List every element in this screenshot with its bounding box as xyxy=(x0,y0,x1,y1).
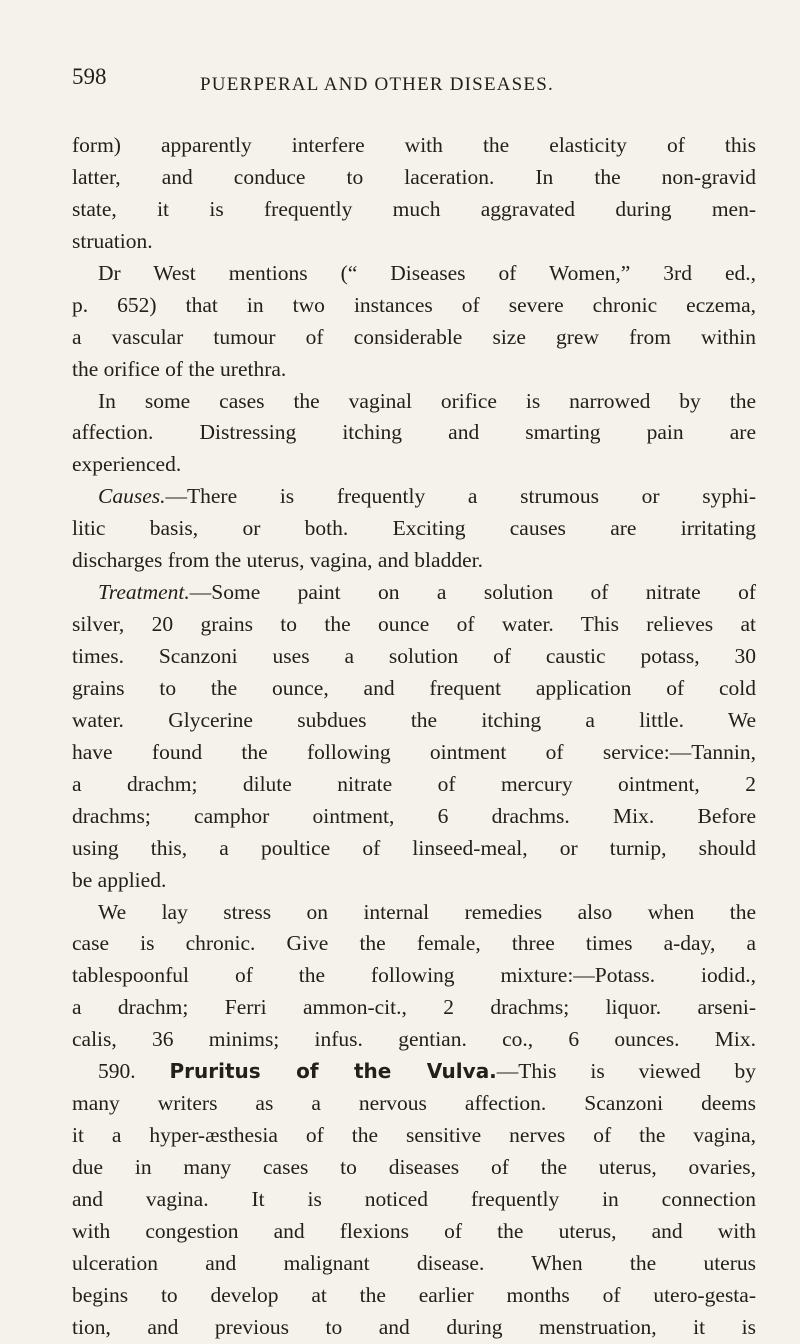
running-title: PUERPERAL AND OTHER DISEASES. xyxy=(200,74,554,95)
text-line: due in many cases to diseases of the uterus, ovaries, xyxy=(72,1155,756,1179)
section-number: 590. xyxy=(98,1059,136,1084)
text-line: form) apparently interfere with the elasticity of this xyxy=(72,133,756,157)
text-line: grains to the ounce, and frequent application of cold xyxy=(72,675,756,700)
text-line xyxy=(72,577,756,609)
text-line: be applied. xyxy=(72,867,167,892)
text-line: it a hyper-æsthesia of the sensitive nerves of the vagina, xyxy=(72,1123,756,1148)
text-run: —Some paint on a solution of nitrate of xyxy=(189,580,756,605)
causes-label: Causes. xyxy=(98,484,166,509)
text-line: tion, and previous to and during menstruation, it is xyxy=(72,1314,756,1339)
running-head xyxy=(72,64,756,118)
text-line: a drachm; Ferri ammon-cit., 2 drachms; liquor. arseni- xyxy=(72,995,756,1020)
text-line: drachms; camphor ointment, 6 drachms. Mix. Before xyxy=(72,803,756,828)
text-line: experienced. xyxy=(72,452,182,477)
text-line: In some cases the vaginal orifice is narrowed by the xyxy=(98,388,756,413)
text-line: case is chronic. Give the female, three times a-day, a xyxy=(72,931,756,956)
text-line: discharges from the uterus, vagina, and bladder. xyxy=(72,548,483,573)
text-line: p. 652) that in two instances of severe chronic eczema, xyxy=(72,292,756,317)
text-line: using this, a poultice of linseed-meal, or turnip, should xyxy=(72,835,756,860)
text-line: struation. xyxy=(72,228,153,253)
text-line: silver, 20 grains to the ounce of water. This relieves at xyxy=(72,612,756,637)
treatment-label: Treatment. xyxy=(98,580,190,605)
text-run: —This is viewed by xyxy=(496,1059,756,1084)
text-line: Dr West mentions (“ Diseases of Women,” 3rd ed., xyxy=(98,260,756,285)
text-line: water. Glycerine subdues the itching a little. We xyxy=(72,707,756,732)
text-line: with congestion and flexions of the uterus, and with xyxy=(72,1218,756,1243)
text-line: litic basis, or both. Exciting causes are irritating xyxy=(72,516,756,541)
text-line: have found the following ointment of service:—Tannin, xyxy=(72,739,756,764)
text-line xyxy=(72,1056,756,1088)
text-line: many writers as a nervous affection. Scanzoni deems xyxy=(72,1091,756,1116)
text-line: state, it is frequently much aggravated during men- xyxy=(72,196,756,221)
text-line: latter, and conduce to laceration. In the non-gravid xyxy=(72,164,756,189)
book-page xyxy=(72,64,756,1344)
text-line: affection. Distressing itching and smarting pain are xyxy=(72,420,756,445)
text-line: calis, 36 minims; infus. gentian. co., 6 ounces. Mix. xyxy=(72,1027,756,1052)
text-line: We lay stress on internal remedies also when the xyxy=(98,899,756,924)
text-line: times. Scanzoni uses a solution of caustic potass, 30 xyxy=(72,644,756,668)
page-number: 598 xyxy=(72,64,107,89)
text-line xyxy=(72,481,756,513)
text-line: and vagina. It is noticed frequently in connection xyxy=(72,1186,756,1211)
text-line: tablespoonful of the following mixture:—Potass. iodid., xyxy=(72,963,756,988)
text-run: —There is frequently a strumous or syphi- xyxy=(165,484,756,509)
body-text xyxy=(72,130,756,1344)
text-line: a vascular tumour of considerable size grew from within xyxy=(72,324,756,349)
text-line: begins to develop at the earlier months of utero-gesta- xyxy=(72,1282,756,1307)
text-line: a drachm; dilute nitrate of mercury ointment, 2 xyxy=(72,771,756,796)
text-line: ulceration and malignant disease. When the uterus xyxy=(72,1250,756,1275)
section-heading: Pruritus of the Vulva. xyxy=(169,1059,497,1084)
text-line: the orifice of the urethra. xyxy=(72,356,287,381)
